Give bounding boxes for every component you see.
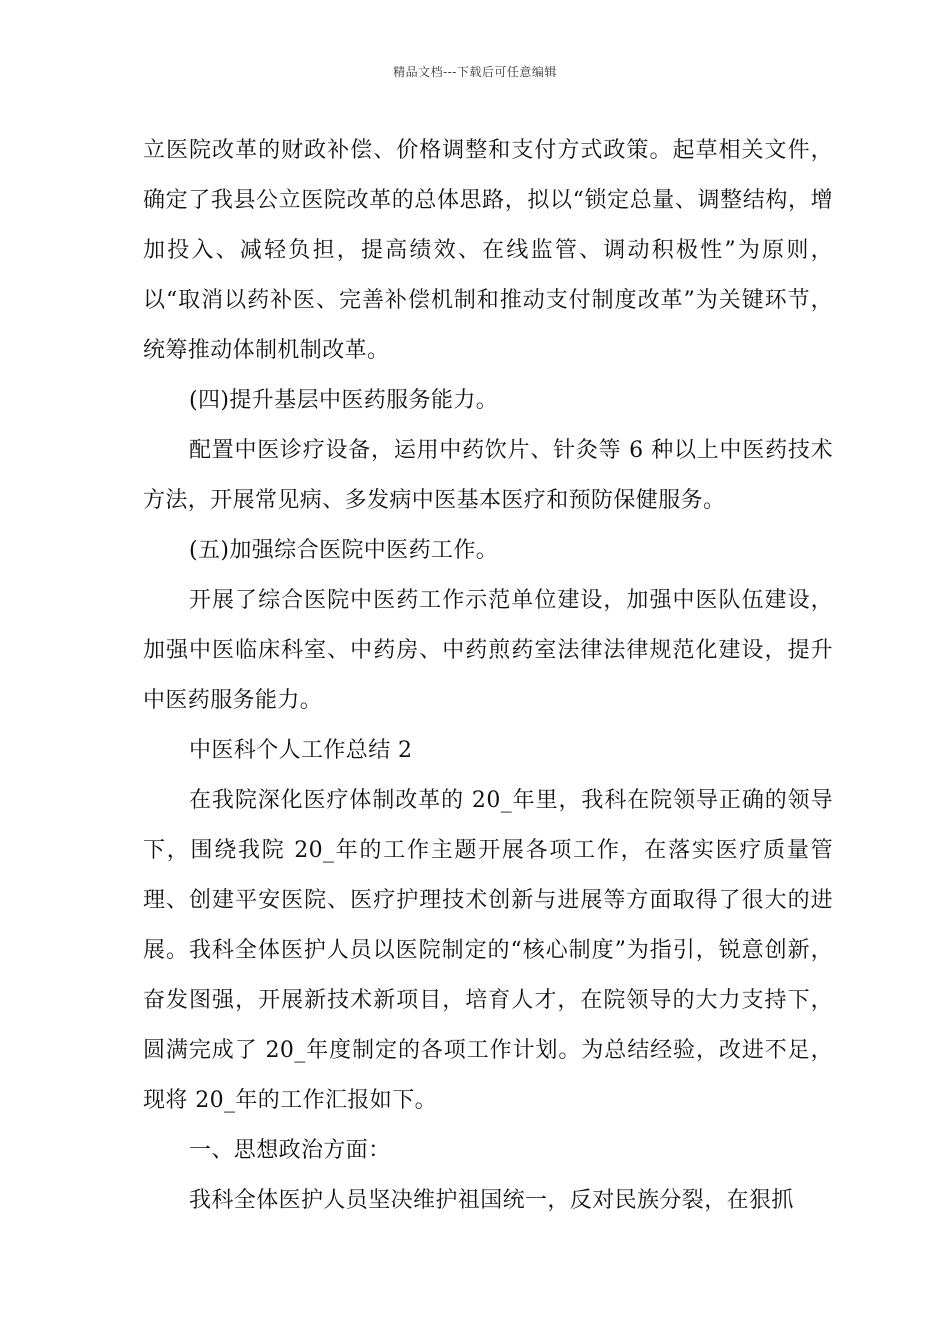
page-header: 精品文档---下载后可任意编辑: [393, 65, 557, 79]
paragraph-annual-summary: 在我院深化医疗体制改革的 20_年里，我科在院领导正确的领导下，围绕我院 20_年的工作主题开展各项工作，在落实医疗质量管理、创建平安医院、医疗护理技术创新与进展等方面取得了很大的进展。我科全体医护人员以医院制定的“核心制度”为指引，锐意创新，奋发图强，开展新技术新项目，培育人才，在院领导的大力支持下，圆满完成了 20_年度制定的各项工作计划。为总结经验，改进不足，现将 20_年的工作汇报如下。: [143, 788, 833, 1113]
paragraph-general-hospital: 开展了综合医院中医药工作示范单位建设，加强中医队伍建设，加强中医临床科室、中药房、中药煎药室法律法律规范化建设，提升中医药服务能力。: [143, 588, 833, 713]
paragraph-continuation: 立医院改革的财政补偿、价格调整和支付方式政策。起草相关文件，确定了我县公立医院改革的总体思路，拟以“锁定总量、调整结构，增加投入、减轻负担，提高绩效、在线监管、调动积极性”为原则，以“取消以药补医、完善补偿机制和推动支付制度改革”为关键环节，统筹推动体制机制改革。: [143, 138, 833, 363]
section-heading-5: (五)加强综合医院中医药工作。: [189, 538, 499, 563]
paragraph-politics: 我科全体医护人员坚决维护祖国统一，反对民族分裂，在狠抓: [189, 1188, 794, 1213]
document-body: [143, 126, 833, 1226]
summary-title-2: 中医科个人工作总结 2: [189, 738, 413, 763]
paragraph-tcm-equipment: 配置中医诊疗设备，运用中药饮片、针灸等 6 种以上中医药技术方法，开展常见病、多发病中医基本医疗和预防保健服务。: [143, 438, 833, 513]
section-heading-politics: 一、思想政治方面：: [189, 1138, 391, 1163]
section-heading-4: (四)提升基层中医药服务能力。: [189, 388, 499, 413]
